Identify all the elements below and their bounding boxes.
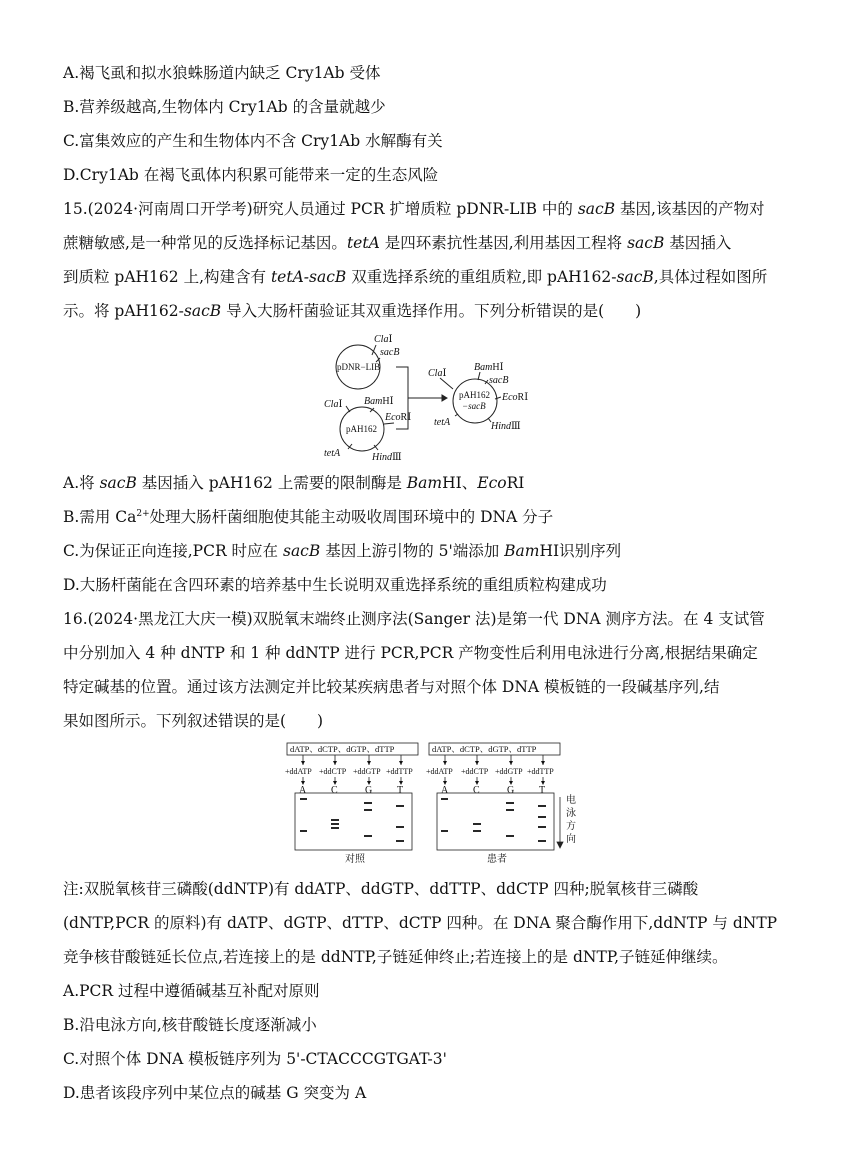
dd-label-g-control: +ddGTP (353, 767, 381, 776)
lane-label-t-patient: T (539, 785, 546, 796)
dd-label-c-control: +ddCTP (319, 767, 347, 776)
site-label-hindiii-1: HindⅢ (372, 452, 402, 463)
lane-label-a-control: A (299, 785, 307, 796)
gel-bands-patient (441, 799, 546, 841)
lane-label-c-patient: C (473, 785, 480, 796)
plasmid-pdnr-lib-label: pDNR−LIB (337, 362, 381, 372)
q14-option-b: B.营养级越高,生物体内 Cry1Ab 的含量就越少 (63, 98, 386, 116)
q15-stem-line1: 15.(2024·河南周口开学考)研究人员通过 PCR 扩增质粒 pDNR-LIB 中的 sacB 基因,该基因的产物对 (63, 200, 765, 218)
site-label-cla-2: ClaⅠ (324, 399, 343, 410)
q16-stem-line2: 中分别加入 4 种 dNTP 和 1 种 ddNTP 进行 PCR,PCR 产物变性后利用电泳进行分离,根据结果确定 (63, 644, 758, 662)
direction-char-1: 电 (566, 795, 576, 806)
q14-option-a: A.褐飞虱和拟水狼蛛肠道内缺乏 Cry1Ab 受体 (63, 64, 381, 82)
dd-label-a-patient: +ddATP (426, 767, 453, 776)
gene-label-sacb-2: sacB (489, 375, 509, 386)
lane-label-c-control: C (331, 785, 338, 796)
q16-stem-line4: 果如图所示。下列叙述错误的是( ) (63, 712, 324, 730)
gene-label-teta-2: tetA (434, 417, 451, 428)
q15-stem-line4: 示。将 pAH162-sacB 导入大肠杆菌验证其双重选择作用。下列分析错误的是( ) (63, 302, 642, 320)
q16-note-line2: (dNTP,PCR 的原料)有 dATP、dGTP、dTTP、dCTP 四种。在 DNA 聚合酶作用下,ddNTP 与 dNTP (63, 914, 778, 932)
lane-label-a-patient: A (441, 785, 449, 796)
plasmid-recombinant-label-1: pAH162 (459, 390, 490, 400)
dd-label-t-patient: +ddTTP (527, 767, 554, 776)
site-label-cla-1: ClaⅠ (374, 334, 393, 345)
q15-option-b: B.需用 $Ca^{2+}$处理大肠杆菌细胞使其能主动吸收周围环境中的 DNA 分子 (63, 508, 554, 526)
dd-label-c-patient: +ddCTP (461, 767, 489, 776)
q16-note-line1: 注:双脱氧核苷三磷酸(ddNTP)有 ddATP、ddGTP、ddTTP、ddCTP 四种;脱氧核苷三磷酸 (63, 880, 699, 898)
q15-option-a: A.将 sacB 基因插入 pAH162 上需要的限制酶是 BamHⅠ、EcoRⅠ (63, 474, 525, 492)
lane-label-t-control: T (397, 785, 404, 796)
site-label-ecori-2: EcoRⅠ (502, 392, 529, 403)
q15-option-c: C.为保证正向连接,PCR 时应在 sacB 基因上游引物的 5'端添加 BamHⅠ识别序列 (63, 542, 622, 560)
sanger-gel-diagram (283, 741, 583, 864)
reagent-header-patient: dATP、dCTP、dGTP、dTTP (432, 744, 537, 754)
q15-stem-line3: 到质粒 pAH162 上,构建含有 tetA-sacB 双重选择系统的重组质粒,即 pAH162-sacB,具体过程如图所 (63, 268, 768, 286)
q16-stem-line1: 16.(2024·黑龙江大庆一模)双脱氧末端终止测序法(Sanger 法)是第一代 DNA 测序方法。在 4 支试管 (63, 610, 765, 628)
gene-label-sacb-1: sacB (380, 347, 400, 358)
plasmid-construction-diagram (320, 328, 560, 464)
site-label-hindiii-2: HindⅢ (491, 421, 521, 432)
lane-label-g-patient: G (507, 785, 515, 796)
dd-label-t-control: +ddTTP (386, 767, 413, 776)
site-label-bamhi-2: BamHⅠ (474, 362, 504, 373)
direction-char-4: 向 (566, 834, 576, 845)
dd-label-a-control: +ddATP (285, 767, 312, 776)
lane-label-g-control: G (365, 785, 373, 796)
q14-option-c: C.富集效应的产生和生物体内不含 Cry1Ab 水解酶有关 (63, 132, 443, 150)
q16-option-c: C.对照个体 DNA 模板链序列为 5'-CTACCCGTGAT-3' (63, 1050, 447, 1068)
q16-option-b: B.沿电泳方向,核苷酸链长度逐渐减小 (63, 1016, 317, 1034)
direction-char-2: 泳 (566, 808, 576, 819)
plasmid-recombinant-label-2: −sacB (462, 401, 486, 411)
site-label-cla-3: ClaⅠ (428, 368, 447, 379)
q16-option-a: A.PCR 过程中遵循碱基互补配对原则 (63, 982, 320, 1000)
plasmid-pah162-label: pAH162 (346, 424, 377, 434)
site-label-ecori-1: EcoRⅠ (385, 412, 412, 423)
gene-label-teta-1: tetA (324, 448, 341, 459)
gel-caption-control: 对照 (345, 854, 365, 864)
q14-option-d: D.Cry1Ab 在褐飞虱体内积累可能带来一定的生态风险 (63, 166, 439, 184)
q16-stem-line3: 特定碱基的位置。通过该方法测定并比较某疾病患者与对照个体 DNA 模板链的一段碱基序列,结 (63, 678, 720, 696)
q16-note-line3: 竞争核苷酸链延长位点,若连接上的是 ddNTP,子链延伸终止;若连接上的是 dNTP,子链延伸继续。 (63, 948, 728, 966)
dd-label-g-patient: +ddGTP (495, 767, 523, 776)
site-label-bamhi-1: BamHⅠ (364, 396, 394, 407)
q16-option-d: D.患者该段序列中某位点的碱基 G 突变为 A (63, 1084, 367, 1102)
q15-option-d: D.大肠杆菌能在含四环素的培养基中生长说明双重选择系统的重组质粒构建成功 (63, 576, 607, 594)
gel-bands-control (300, 799, 404, 841)
gel-caption-patient: 患者 (487, 854, 507, 864)
direction-char-3: 方 (566, 821, 576, 832)
q15-stem-line2: 蔗糖敏感,是一种常见的反选择标记基因。tetA 是四环素抗性基因,利用基因工程将 sacB 基因插入 (63, 234, 732, 252)
reagent-header-control: dATP、dCTP、dGTP、dTTP (290, 744, 395, 754)
